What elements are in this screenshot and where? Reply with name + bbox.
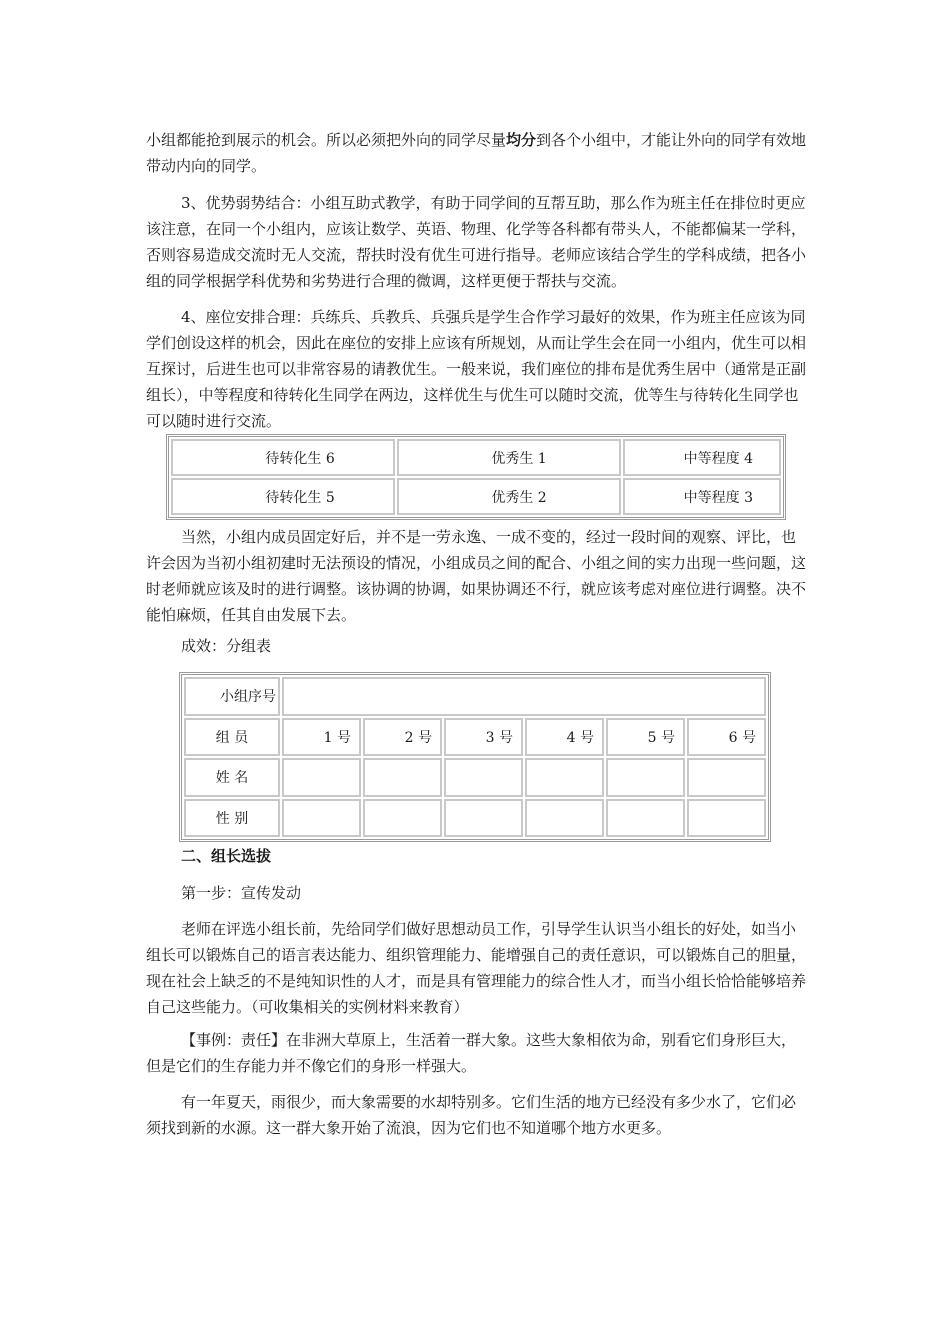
seat-cell: 优秀生 1 xyxy=(397,439,621,476)
empty-cell xyxy=(282,799,361,838)
empty-cell xyxy=(363,799,442,838)
paragraph-adjustment: 当然，小组内成员固定好后，并不是一劳永逸、一成不变的，经过一段时间的观察、评比，也许会因为当初小组初建时无法预设的情况，小组成员之间的配合、小组之间的实力出现一些问题，这时老师就应该及时的进行调整。该协调的协调，如果协调还不行，就应该考虑对座位进行调整。决不能怕麻烦，任其自由发展下去。 xyxy=(146,528,807,624)
row-label: 性 别 xyxy=(184,799,280,838)
empty-cell xyxy=(363,758,442,797)
empty-cell xyxy=(525,799,604,838)
step-heading: 第一步：宣传发动 xyxy=(181,884,302,902)
paragraph-text: 小组都能抢到展示的机会。所以必须把外向的同学尽量 xyxy=(146,131,507,149)
empty-cell xyxy=(525,758,604,797)
table-row xyxy=(184,758,766,797)
grouping-table xyxy=(179,672,771,842)
table-row xyxy=(171,439,781,476)
member-number-cell: 4 号 xyxy=(525,718,604,757)
empty-cell xyxy=(444,799,523,838)
row-label: 小组序号 xyxy=(184,677,280,716)
bold-term: 均分 xyxy=(506,131,537,149)
paragraph-extrovert-distribution xyxy=(146,127,810,179)
row-label: 组 员 xyxy=(184,718,280,757)
row-label: 姓 名 xyxy=(184,758,280,797)
seat-cell: 中等程度 4 xyxy=(623,439,781,476)
seating-table xyxy=(166,434,786,520)
seat-cell: 待转化生 6 xyxy=(171,439,395,476)
seat-cell: 中等程度 3 xyxy=(623,478,781,515)
empty-cell xyxy=(606,758,685,797)
empty-cell xyxy=(282,758,361,797)
member-number-cell: 3 号 xyxy=(444,718,523,757)
seat-cell: 优秀生 2 xyxy=(397,478,621,515)
empty-cell xyxy=(606,799,685,838)
paragraph-elephant-story: 有一年夏天，雨很少，而大象需要的水却特别多。它们生活的地方已经没有多少水了，它们必须找到新的水源。这一群大象开始了流浪，因为它们也不知道哪个地方水更多。 xyxy=(146,1093,797,1137)
table-row xyxy=(171,478,781,515)
paragraph-mobilization: 老师在评选小组长前，先给同学们做好思想动员工作，引导学生认识当小组长的好处，如当小组长可以锻炼自己的语言表达能力、组织管理能力、能增强自己的责任意识，可以锻炼自己的胆量，现在社会上缺乏的不是纯知识性的人才，而是具有管理能力的综合性人才，而当小组长恰恰能够培养自己这些能力。（可收集相关的实例材料来教育） xyxy=(146,920,807,1016)
member-number-cell: 2 号 xyxy=(363,718,442,757)
empty-cell xyxy=(687,758,766,797)
member-number-cell: 1 号 xyxy=(282,718,361,757)
member-number-cell: 5 号 xyxy=(606,718,685,757)
table-row xyxy=(184,677,766,716)
table-row xyxy=(184,799,766,838)
paragraph-text: 到各个小组中，才能让外向的同学有效地带动内向的同学。 xyxy=(146,131,807,175)
section-heading: 二、组长选拔 xyxy=(181,847,272,865)
paragraph-seating-arrangement: 4、座位安排合理：兵练兵、兵教兵、兵强兵是学生合作学习最好的效果，作为班主任应该为同学们创设这样的机会，因此在座位的安排上应该有所规划，从而让学生会在同一小组内，优生可以相互探讨，后进生也可以非常容易的请教优生。一般来说，我们座位的排布是优秀生居中（通常是正副组长），中等程度和待转化生同学在两边，这样优生与优生可以随时交流，优等生与待转化生同学也可以随时进行交流。 xyxy=(146,308,807,430)
group-number-cell xyxy=(282,677,766,716)
paragraph-example-responsibility: 【事例：责任】在非洲大草原上，生活着一群大象。这些大象相依为命，别看它们身形巨大，但是它们的生存能力并不像它们的身形一样强大。 xyxy=(146,1031,797,1075)
table-row xyxy=(184,718,766,757)
grouping-table-caption: 成效：分组表 xyxy=(181,637,272,655)
empty-cell xyxy=(687,799,766,838)
empty-cell xyxy=(444,758,523,797)
seat-cell: 待转化生 5 xyxy=(171,478,395,515)
member-number-cell: 6 号 xyxy=(687,718,766,757)
paragraph-strength-weakness: 3、优势弱势结合：小组互助式教学，有助于同学间的互帮互助，那么作为班主任在排位时更应该注意，在同一个小组内，应该让数学、英语、物理、化学等各科都有带头人，不能都偏某一学科，否则容易造成交流时无人交流，帮扶时没有优生可进行指导。老师应该结合学生的学科成绩，把各小组的同学根据学科优势和劣势进行合理的微调，这样更便于帮扶与交流。 xyxy=(146,194,807,290)
